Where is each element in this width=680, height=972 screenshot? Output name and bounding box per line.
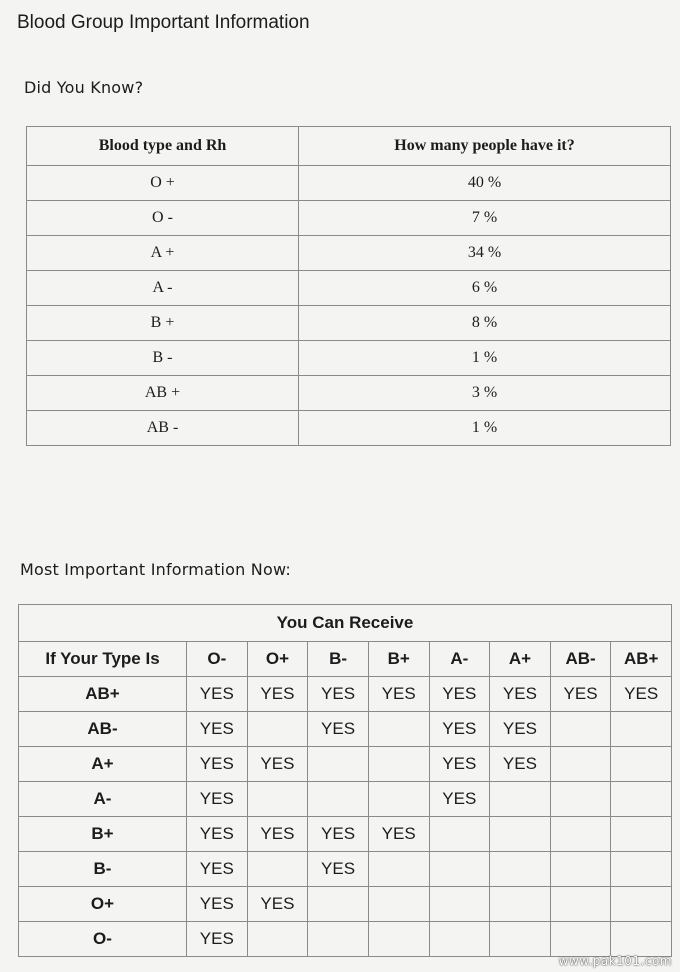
compatibility-cell bbox=[550, 852, 611, 887]
compatibility-cell bbox=[247, 852, 308, 887]
stats-row bbox=[27, 341, 671, 376]
compatibility-cell bbox=[429, 922, 490, 957]
compatibility-cell: YES bbox=[187, 817, 248, 852]
compatibility-cell: YES bbox=[187, 677, 248, 712]
compatibility-cell: YES bbox=[247, 817, 308, 852]
compatibility-cell bbox=[429, 887, 490, 922]
percentage-cell: 34 % bbox=[299, 236, 671, 271]
compatibility-cell bbox=[247, 782, 308, 817]
page-title: Blood Group Important Information bbox=[17, 12, 310, 33]
compatibility-cell bbox=[308, 922, 369, 957]
recipient-type-cell: AB+ bbox=[19, 677, 187, 712]
compatibility-cell: YES bbox=[187, 747, 248, 782]
compatibility-cell bbox=[308, 887, 369, 922]
blood-type-cell: A - bbox=[27, 271, 299, 306]
did-you-know-heading: Did You Know? bbox=[24, 78, 144, 97]
compatibility-cell: YES bbox=[611, 677, 672, 712]
compatibility-row bbox=[19, 922, 672, 957]
compatibility-cell: YES bbox=[247, 887, 308, 922]
compatibility-cell: YES bbox=[490, 712, 551, 747]
percentage-cell: 7 % bbox=[299, 201, 671, 236]
watermark: www.pak101.com bbox=[558, 954, 672, 968]
compatibility-cell bbox=[490, 887, 551, 922]
compatibility-cell bbox=[368, 887, 429, 922]
compatibility-cell: YES bbox=[187, 712, 248, 747]
blood-type-cell: O + bbox=[27, 166, 299, 201]
compatibility-cell bbox=[611, 887, 672, 922]
compatibility-cell bbox=[611, 712, 672, 747]
compatibility-cell bbox=[550, 712, 611, 747]
compatibility-cell: YES bbox=[187, 782, 248, 817]
percentage-cell: 40 % bbox=[299, 166, 671, 201]
compatibility-cell bbox=[490, 922, 551, 957]
donor-columns-row bbox=[19, 642, 672, 677]
blood-type-cell: B + bbox=[27, 306, 299, 341]
donor-type-column-header: O+ bbox=[247, 642, 308, 677]
blood-type-column-header: Blood type and Rh bbox=[27, 127, 299, 166]
compatibility-cell bbox=[490, 817, 551, 852]
stats-row bbox=[27, 236, 671, 271]
stats-row bbox=[27, 376, 671, 411]
donor-type-column-header: B- bbox=[308, 642, 369, 677]
donor-type-column-header: AB- bbox=[550, 642, 611, 677]
compatibility-cell: YES bbox=[429, 782, 490, 817]
compatibility-row bbox=[19, 782, 672, 817]
compatibility-cell bbox=[308, 782, 369, 817]
compatibility-table bbox=[18, 604, 672, 957]
compatibility-cell bbox=[368, 922, 429, 957]
compatibility-row bbox=[19, 852, 672, 887]
compatibility-cell bbox=[490, 852, 551, 887]
stats-row bbox=[27, 411, 671, 446]
compatibility-row bbox=[19, 887, 672, 922]
recipient-type-cell: B- bbox=[19, 852, 187, 887]
percentage-cell: 1 % bbox=[299, 341, 671, 376]
compatibility-cell bbox=[368, 712, 429, 747]
compatibility-cell bbox=[550, 747, 611, 782]
percentage-cell: 1 % bbox=[299, 411, 671, 446]
stats-row bbox=[27, 306, 671, 341]
donor-type-column-header: O- bbox=[187, 642, 248, 677]
blood-type-cell: AB + bbox=[27, 376, 299, 411]
compatibility-cell bbox=[490, 782, 551, 817]
blood-type-cell: A + bbox=[27, 236, 299, 271]
compatibility-cell: YES bbox=[550, 677, 611, 712]
compatibility-cell bbox=[550, 817, 611, 852]
stats-row bbox=[27, 166, 671, 201]
compatibility-row bbox=[19, 712, 672, 747]
compatibility-cell bbox=[550, 887, 611, 922]
compatibility-cell: YES bbox=[429, 747, 490, 782]
recipient-type-cell: AB- bbox=[19, 712, 187, 747]
stats-row bbox=[27, 271, 671, 306]
compatibility-cell: YES bbox=[247, 747, 308, 782]
compatibility-row bbox=[19, 817, 672, 852]
recipient-type-cell: O+ bbox=[19, 887, 187, 922]
compatibility-cell: YES bbox=[187, 887, 248, 922]
blood-type-cell: AB - bbox=[27, 411, 299, 446]
stats-header-row bbox=[27, 127, 671, 166]
compatibility-cell: YES bbox=[187, 922, 248, 957]
stats-row bbox=[27, 201, 671, 236]
compatibility-cell bbox=[611, 922, 672, 957]
compatibility-cell bbox=[611, 852, 672, 887]
compatibility-cell: YES bbox=[308, 677, 369, 712]
compatibility-row bbox=[19, 747, 672, 782]
percentage-cell: 3 % bbox=[299, 376, 671, 411]
donor-type-column-header: A+ bbox=[490, 642, 551, 677]
stats-body bbox=[27, 166, 671, 446]
compatibility-cell: YES bbox=[308, 712, 369, 747]
percentage-cell: 6 % bbox=[299, 271, 671, 306]
donor-type-column-header: B+ bbox=[368, 642, 429, 677]
compatibility-row bbox=[19, 677, 672, 712]
if-your-type-is-header: If Your Type Is bbox=[19, 642, 187, 677]
blood-type-cell: O - bbox=[27, 201, 299, 236]
compatibility-body bbox=[19, 677, 672, 957]
compatibility-cell: YES bbox=[247, 677, 308, 712]
recipient-type-cell: B+ bbox=[19, 817, 187, 852]
compatibility-cell bbox=[368, 852, 429, 887]
donor-type-column-header: AB+ bbox=[611, 642, 672, 677]
receive-header-row bbox=[19, 605, 672, 642]
compatibility-cell: YES bbox=[308, 852, 369, 887]
compatibility-cell: YES bbox=[368, 677, 429, 712]
compatibility-cell bbox=[368, 782, 429, 817]
compatibility-cell bbox=[611, 747, 672, 782]
compatibility-cell: YES bbox=[429, 712, 490, 747]
recipient-type-cell: A+ bbox=[19, 747, 187, 782]
you-can-receive-header: You Can Receive bbox=[19, 605, 672, 642]
compatibility-cell bbox=[611, 782, 672, 817]
compatibility-cell: YES bbox=[368, 817, 429, 852]
compatibility-cell bbox=[429, 817, 490, 852]
blood-type-cell: B - bbox=[27, 341, 299, 376]
compatibility-cell: YES bbox=[308, 817, 369, 852]
compatibility-cell: YES bbox=[490, 677, 551, 712]
compatibility-cell bbox=[368, 747, 429, 782]
recipient-type-cell: A- bbox=[19, 782, 187, 817]
blood-type-stats-table bbox=[26, 126, 671, 446]
percentage-cell: 8 % bbox=[299, 306, 671, 341]
recipient-type-cell: O- bbox=[19, 922, 187, 957]
most-important-heading: Most Important Information Now: bbox=[20, 560, 291, 579]
compatibility-cell bbox=[550, 922, 611, 957]
compatibility-cell bbox=[611, 817, 672, 852]
compatibility-cell bbox=[550, 782, 611, 817]
compatibility-cell bbox=[247, 922, 308, 957]
compatibility-cell bbox=[308, 747, 369, 782]
compatibility-cell: YES bbox=[490, 747, 551, 782]
compatibility-cell: YES bbox=[429, 677, 490, 712]
compatibility-cell: YES bbox=[187, 852, 248, 887]
donor-type-column-header: A- bbox=[429, 642, 490, 677]
compatibility-cell bbox=[429, 852, 490, 887]
compatibility-cell bbox=[247, 712, 308, 747]
percentage-column-header: How many people have it? bbox=[299, 127, 671, 166]
